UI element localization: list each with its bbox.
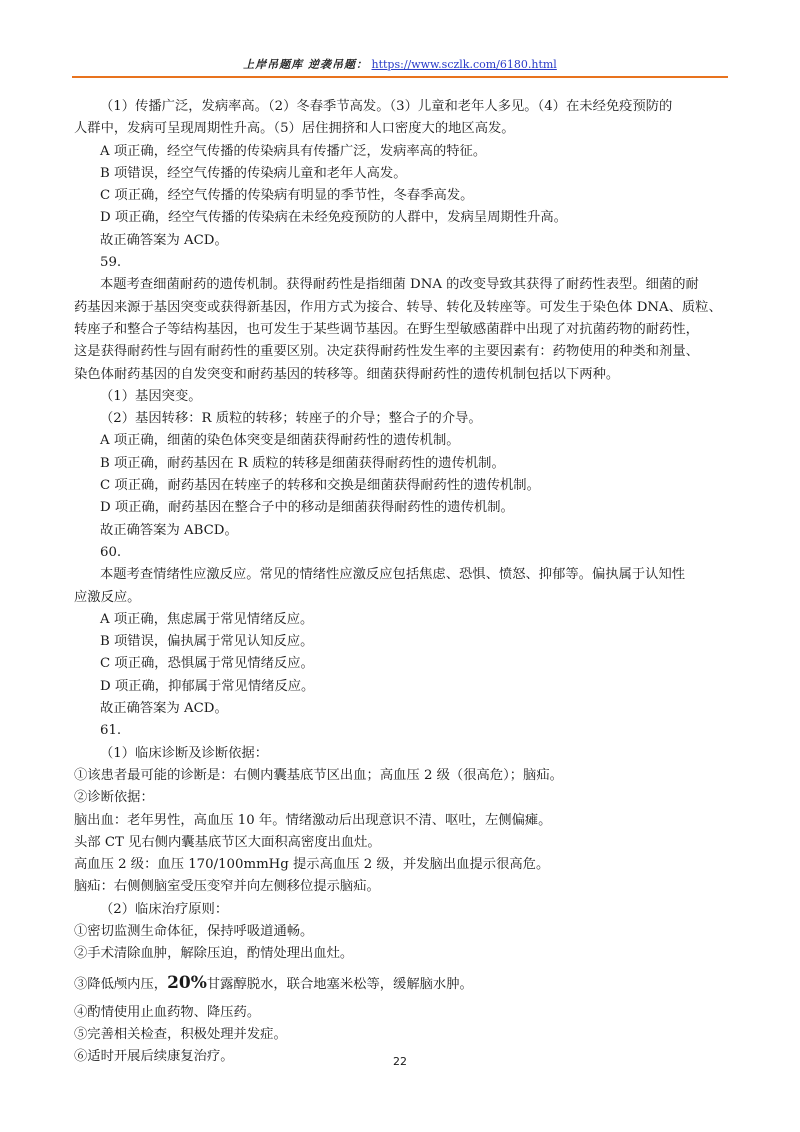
text-line: ②诊断依据： bbox=[74, 790, 154, 806]
text-line: ⑥适时开展后续康复治疗。 bbox=[74, 1049, 234, 1065]
text-line: ①该患者最可能的诊断是：右侧内囊基底节区出血；高血压 2 级（很高危）；脑疝。 bbox=[74, 767, 563, 783]
text-line: 高血压 2 级：血压 170/100mmHg 提示高血压 2 级，并发脑出血提示很高危。 bbox=[74, 857, 550, 873]
text-line: 故正确答案为 ACD。 bbox=[100, 701, 228, 717]
text-line: D 项正确，抑郁属于常见情绪反应。 bbox=[100, 678, 315, 694]
header-link[interactable]: https://www.sczlk.com/6180.html bbox=[371, 58, 557, 71]
text-line: B 项错误，偏执属于常见认知反应。 bbox=[100, 634, 314, 650]
text-line: 应激反应。 bbox=[74, 589, 141, 605]
text-line: C 项正确，经空气传播的传染病有明显的季节性，冬春季高发。 bbox=[100, 188, 474, 204]
text-line: D 项正确，经空气传播的传染病在未经免疫预防的人群中，发病呈周期性升高。 bbox=[100, 210, 567, 226]
text-line: 故正确答案为 ACD。 bbox=[100, 232, 228, 248]
text-line: （2）基因转移：R 质粒的转移；转座子的介导；整合子的介导。 bbox=[100, 411, 482, 427]
header-title: 上岸吊题库 逆袭吊题： bbox=[243, 58, 368, 71]
text-line: 59. bbox=[100, 255, 122, 271]
text-line: B 项错误，经空气传播的传染病儿童和老年人高发。 bbox=[100, 165, 407, 181]
text-line: （1）传播广泛，发病率高。（2）冬春季节高发。（3）儿童和老年人多见。（4）在未经免疫预防的 bbox=[100, 99, 673, 114]
mannitol-before: ③降低颅内压， bbox=[74, 976, 168, 992]
text-line: 药基因来源于基因突变或获得新基因，作用方式为接合、转导、转化及转座等。可发生于染色体 DNA、质粒、 bbox=[74, 299, 722, 315]
text-line: （2）临床治疗原则： bbox=[100, 901, 229, 917]
text-line: （1）基因突变。 bbox=[100, 388, 202, 404]
text-line: B 项正确，耐药基因在 R 质粒的转移是细菌获得耐药性的遗传机制。 bbox=[100, 455, 505, 471]
page-header bbox=[0, 57, 800, 73]
mannitol-after: 甘露醇脱水，联合地塞米松等，缓解脑水肿。 bbox=[206, 976, 473, 992]
mannitol-percent: 20% bbox=[167, 972, 207, 993]
text-line: ⑤完善相关检查，积极处理并发症。 bbox=[74, 1027, 287, 1043]
text-line: 脑出血：老年男性，高血压 10 年。情绪激动后出现意识不清、呕吐，左侧偏瘫。 bbox=[74, 812, 552, 828]
text-line: C 项正确，恐惧属于常见情绪反应。 bbox=[100, 656, 314, 672]
text-line: 本题考查情绪性应激反应。常见的情绪性应激反应包括焦虑、恐惧、愤怒、抑郁等。偏执属于认知性 bbox=[100, 567, 686, 583]
text-line: ④酌情使用止血药物、降压药。 bbox=[74, 1004, 261, 1020]
text-line: ②手术清除血肿，解除压迫，酌情处理出血灶。 bbox=[74, 946, 354, 962]
text-line: 这是获得耐药性与固有耐药性的重要区别。决定获得耐药性发生率的主要因素有：药物使用的种类和剂量、 bbox=[74, 344, 699, 360]
text-line: C 项正确，耐药基因在转座子的转移和交换是细菌获得耐药性的遗传机制。 bbox=[100, 478, 540, 494]
page-number: 22 bbox=[393, 1055, 407, 1068]
text-line: A 项正确，经空气传播的传染病具有传播广泛，发病率高的特征。 bbox=[100, 143, 487, 159]
text-line: 60. bbox=[100, 544, 122, 560]
text-line: D 项正确，耐药基因在整合子中的移动是细菌获得耐药性的遗传机制。 bbox=[100, 500, 514, 516]
text-line: 染色体耐药基因的自发突变和耐药基因的转移等。细菌获得耐药性的遗传机制包括以下两种。 bbox=[74, 366, 620, 382]
text-line: 61. bbox=[100, 723, 122, 739]
text-line: ①密切监测生命体征，保持呼吸道通畅。 bbox=[74, 923, 314, 939]
text-lines bbox=[74, 96, 728, 966]
text-line: 头部 CT 见右侧内囊基底节区大面积高密度出血灶。 bbox=[74, 834, 381, 850]
header-divider bbox=[72, 76, 728, 78]
text-line-mannitol bbox=[74, 972, 728, 996]
text-line: 本题考查细菌耐药的遗传机制。获得耐药性是指细菌 DNA 的改变导致其获得了耐药性表型。细菌的耐 bbox=[100, 277, 699, 293]
text-line: 故正确答案为 ABCD。 bbox=[100, 522, 238, 538]
text-line: 转座子和整合子等结构基因，也可发生于某些调节基因。在野生型敏感菌群中出现了对抗菌药物的耐药性， bbox=[74, 321, 699, 337]
text-line: A 项正确，焦虑属于常见情绪反应。 bbox=[100, 611, 314, 627]
text-line: A 项正确，细菌的染色体突变是细菌获得耐药性的遗传机制。 bbox=[100, 433, 460, 449]
text-line: （1）临床诊断及诊断依据： bbox=[100, 745, 269, 761]
document-body bbox=[74, 96, 728, 1069]
text-line: 脑疝：右侧侧脑室受压变窄并向左侧移位提示脑疝。 bbox=[74, 879, 380, 895]
text-line: 人群中，发病可呈现周期性升高。（5）居住拥挤和人口密度大的地区高发。 bbox=[74, 121, 515, 137]
